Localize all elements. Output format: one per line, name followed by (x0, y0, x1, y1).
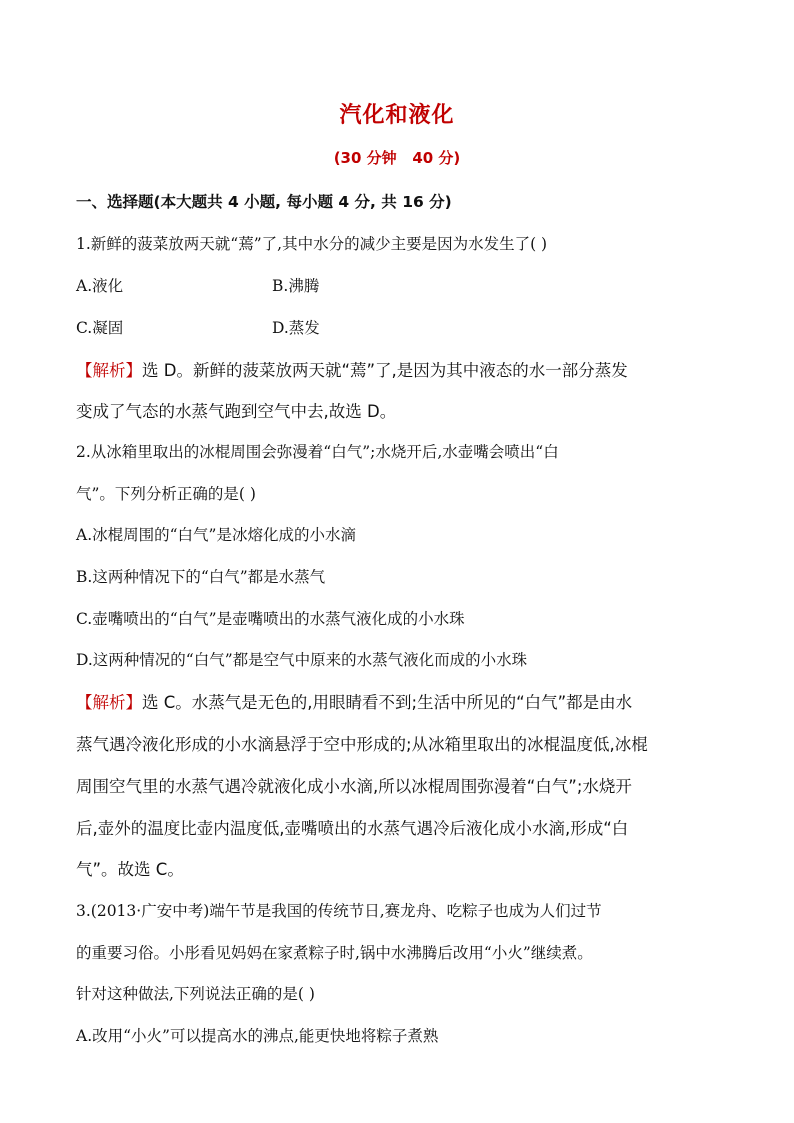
q3-stem-line-2: 的重要习俗。小彤看见妈妈在家煮粽子时,锅中水沸腾后改用“小火”继续煮。 (76, 944, 593, 962)
q1-stem: 1.新鲜的菠菜放两天就“蔫”了,其中水分的减少主要是因为水发生了( ) (76, 235, 548, 253)
q3-option-a: A.改用“小火”可以提高水的沸点,能更快地将粽子煮熟 (76, 1027, 439, 1045)
q2-option-d: D.这两种情况的“白气”都是空气中原来的水蒸气液化而成的小水珠 (76, 651, 528, 669)
q2-stem-line-1: 2.从冰箱里取出的冰棍周围会弥漫着“白气”;水烧开后,水壶嘴会喷出“白 (76, 443, 559, 461)
q2-analysis-text-1: 选 C。水蒸气是无色的,用眼睛看不到;生活中所见的“白气”都是由水 (142, 693, 633, 712)
q2-analysis-line-1 (76, 689, 632, 713)
analysis-tag: 【解析】 (76, 361, 142, 380)
q2-option-c: C.壶嘴喷出的“白气”是壶嘴喷出的水蒸气液化成的小水珠 (76, 610, 465, 628)
page-title: 汽化和液化 (339, 103, 455, 128)
section-heading: 一、选择题(本大题共 4 小题, 每小题 4 分, 共 16 分) (76, 193, 452, 211)
q3-stem-line-3: 针对这种做法,下列说法正确的是( ) (76, 985, 315, 1003)
q1-analysis-line-2: 变成了气态的水蒸气跑到空气中去,故选 D。 (76, 402, 397, 421)
q1-analysis-line-1 (76, 357, 628, 381)
q2-option-b: B.这两种情况下的“白气”都是水蒸气 (76, 568, 326, 586)
q2-analysis-line-3: 周围空气里的水蒸气遇冷就液化成小水滴,所以冰棍周围弥漫着“白气”;水烧开 (76, 777, 632, 796)
analysis-tag: 【解析】 (76, 693, 142, 712)
page-subtitle: (30 分钟 40 分) (333, 149, 461, 167)
q1-option-a: A.液化 (76, 277, 124, 295)
q2-stem-line-2: 气”。下列分析正确的是( ) (76, 485, 256, 503)
q2-analysis-line-4: 后,壶外的温度比壶内温度低,壶嘴喷出的水蒸气遇冷后液化成小水滴,形成“白 (76, 819, 629, 838)
q1-option-d: D.蒸发 (272, 319, 320, 337)
q1-option-c: C.凝固 (76, 319, 124, 337)
q3-stem-line-1: 3.(2013·广安中考)端午节是我国的传统节日,赛龙舟、吃粽子也成为人们过节 (76, 902, 602, 920)
q2-option-a: A.冰棍周围的“白气”是冰熔化成的小水滴 (76, 526, 356, 544)
q1-analysis-text-1: 选 D。新鲜的菠菜放两天就“蔫”了,是因为其中液态的水一部分蒸发 (142, 361, 628, 380)
q2-analysis-line-5: 气”。故选 C。 (76, 860, 184, 879)
q2-analysis-line-2: 蒸气遇冷液化形成的小水滴悬浮于空中形成的;从冰箱里取出的冰棍温度低,冰棍 (76, 735, 648, 754)
q1-option-b: B.沸腾 (272, 277, 320, 295)
